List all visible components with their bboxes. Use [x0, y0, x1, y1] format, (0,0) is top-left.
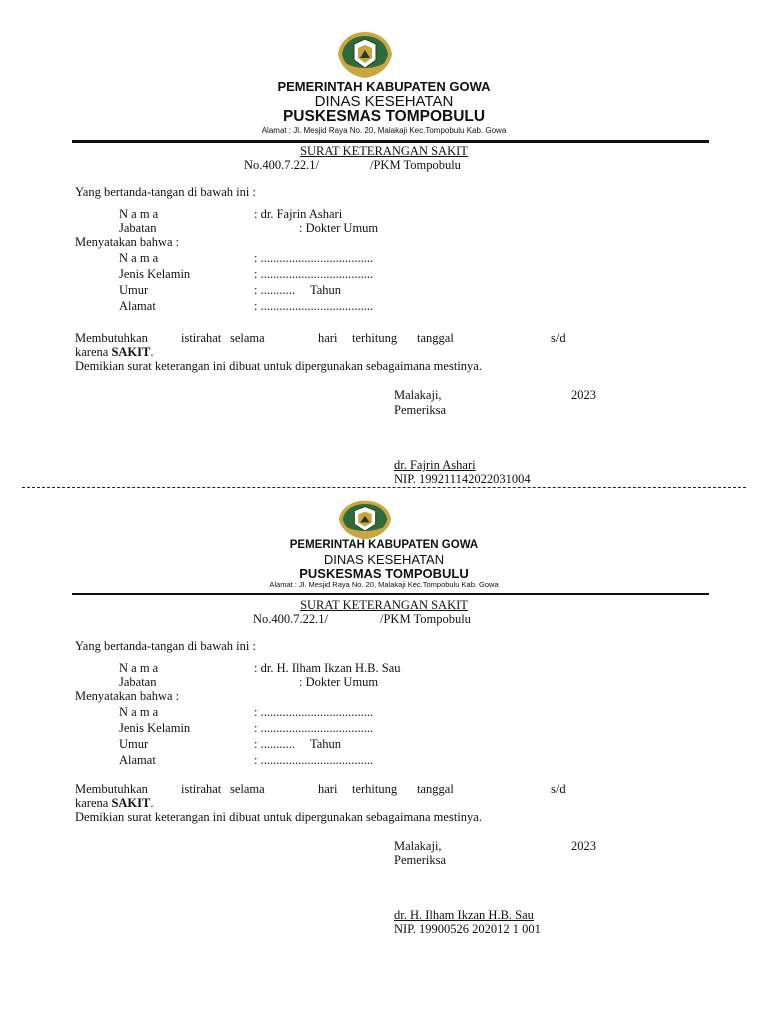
rest-word: hari: [318, 782, 338, 796]
rest-word: s/d: [551, 331, 566, 345]
year-text: 2023: [571, 388, 596, 402]
patient-age-label: Umur: [119, 283, 149, 297]
signer-position-value: : Dokter Umum: [299, 675, 379, 689]
reason-line: [75, 796, 153, 811]
rest-word: hari: [318, 331, 338, 345]
role-text: Pemeriksa: [394, 853, 447, 867]
rest-word: terhitung: [352, 331, 398, 345]
letter-number-prefix: No.400.7.22.1/: [244, 158, 319, 172]
patient-address-value: : ....................................: [254, 299, 374, 313]
rest-word: selama: [230, 782, 265, 796]
gowa-regency-emblem-icon: [335, 499, 395, 541]
letter-number-suffix: /PKM Tompobulu: [380, 612, 471, 626]
closing-text: Demikian surat keterangan ini dibuat untuk dipergunakan sebagaimana mestinya.: [75, 810, 482, 824]
reason-prefix: karena: [75, 345, 112, 359]
intro-text: Yang bertanda-tangan di bawah ini :: [75, 639, 256, 653]
reason-bold: SAKIT: [111, 345, 151, 359]
rest-word: tanggal: [417, 782, 454, 796]
letter-title: SURAT KETERANGAN SAKIT: [300, 144, 468, 158]
patient-age-value: : ...........: [254, 737, 295, 751]
signer-name-label: N a m a: [119, 207, 159, 221]
gowa-regency-emblem-icon: [334, 30, 396, 80]
reason-bold: SAKIT: [111, 796, 151, 810]
patient-name-label: N a m a: [119, 705, 159, 719]
rest-word: selama: [230, 331, 265, 345]
header-divider: [72, 593, 709, 595]
rest-word: istirahat: [181, 782, 222, 796]
patient-name-value: : ....................................: [254, 251, 374, 265]
signer-name-value: : dr. H. Ilham Ikzan H.B. Sau: [254, 661, 401, 675]
declare-text: Menyatakan bahwa :: [75, 689, 180, 703]
reason-suffix: .: [150, 796, 154, 810]
patient-address-label: Alamat: [119, 299, 156, 313]
rest-word: terhitung: [352, 782, 398, 796]
header-department: DINAS KESEHATAN: [314, 93, 454, 110]
patient-gender-value: : ....................................: [254, 267, 374, 281]
header-department: DINAS KESEHATAN: [323, 552, 445, 567]
patient-gender-value: : ....................................: [254, 721, 374, 735]
reason-prefix: karena: [75, 796, 112, 810]
patient-name-label: N a m a: [119, 251, 159, 265]
patient-name-value: : ....................................: [254, 705, 374, 719]
closing-text: Demikian surat keterangan ini dibuat untuk dipergunakan sebagaimana mestinya.: [75, 359, 482, 373]
intro-text: Yang bertanda-tangan di bawah ini :: [75, 185, 256, 199]
header-government: PEMERINTAH KABUPATEN GOWA: [289, 539, 479, 551]
patient-gender-label: Jenis Kelamin: [119, 721, 191, 735]
letter-number-suffix: /PKM Tompobulu: [370, 158, 461, 172]
header-puskesmas: PUSKESMAS TOMPOBULU: [282, 108, 486, 125]
place-text: Malakaji,: [394, 388, 442, 402]
place-text: Malakaji,: [394, 839, 442, 853]
header-address: Alamat : Jl. Mesjid Raya No. 20, Malakaji Kec.Tompobulu Kab. Gowa: [261, 126, 507, 135]
rest-word: tanggal: [417, 331, 454, 345]
rest-word: istirahat: [181, 331, 222, 345]
signature-name: dr. Fajrin Ashari: [394, 458, 476, 472]
patient-age-label: Umur: [119, 737, 149, 751]
signer-name-label: N a m a: [119, 661, 159, 675]
patient-age-unit: Tahun: [310, 283, 342, 297]
year-text: 2023: [571, 839, 596, 853]
declare-text: Menyatakan bahwa :: [75, 235, 180, 249]
signature-nip: NIP. 199211142022031004: [394, 472, 531, 486]
patient-age-unit: Tahun: [310, 737, 342, 751]
header-government: PEMERINTAH KABUPATEN GOWA: [277, 79, 491, 94]
role-text: Pemeriksa: [394, 403, 447, 417]
header-puskesmas: PUSKESMAS TOMPOBULU: [299, 566, 469, 581]
reason-suffix: .: [150, 345, 154, 359]
signer-position-label: Jabatan: [119, 675, 157, 689]
rest-word: Membutuhkan: [75, 782, 148, 796]
letter-title: SURAT KETERANGAN SAKIT: [300, 598, 468, 612]
letter-number-prefix: No.400.7.22.1/: [253, 612, 328, 626]
patient-age-value: : ...........: [254, 283, 295, 297]
signature-nip: NIP. 19900526 202012 1 001: [394, 922, 541, 936]
rest-word: s/d: [551, 782, 566, 796]
signature-name: dr. H. Ilham Ikzan H.B. Sau: [394, 908, 534, 922]
header-divider: [72, 140, 709, 143]
patient-gender-label: Jenis Kelamin: [119, 267, 191, 281]
patient-address-value: : ....................................: [254, 753, 374, 767]
cut-line-divider: [22, 487, 746, 488]
signer-name-value: : dr. Fajrin Ashari: [254, 207, 343, 221]
reason-line: [75, 345, 153, 360]
signer-position-value: : Dokter Umum: [299, 221, 379, 235]
patient-address-label: Alamat: [119, 753, 156, 767]
rest-word: Membutuhkan: [75, 331, 148, 345]
signer-position-label: Jabatan: [119, 221, 157, 235]
header-address: Alamat : Jl. Mesjid Raya No. 20, Malakaji Kec.Tompobulu Kab. Gowa: [269, 580, 499, 589]
